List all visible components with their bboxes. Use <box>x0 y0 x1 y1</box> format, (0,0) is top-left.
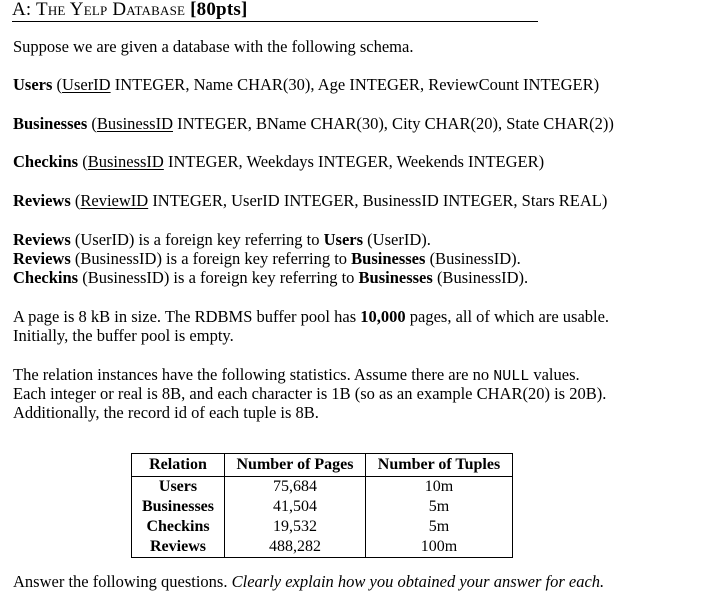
closing-instruction: Answer the following questions. Clearly explain how you obtained your answer for each. <box>13 572 605 591</box>
schema-users: Users (UserID INTEGER, Name CHAR(30), Age INTEGER, ReviewCount INTEGER) <box>13 75 600 94</box>
cell-tuples: 5m <box>366 497 513 517</box>
buffer-text-1: A page is 8 kB in size. The RDBMS buffer pool has 10,000 pages, all of which are usable. <box>13 307 610 326</box>
section-points: [80pts] <box>190 0 248 20</box>
table-row <box>132 497 513 517</box>
section-title: The Yelp Database <box>36 0 186 20</box>
schema-businesses: Businesses (BusinessID INTEGER, BName CHAR(30), City CHAR(20), State CHAR(2)) <box>13 114 614 133</box>
cell-relation: Businesses <box>132 497 225 517</box>
cell-pages: 19,532 <box>225 517 366 537</box>
section-prefix: A: <box>12 0 37 20</box>
cell-pages: 75,684 <box>225 477 366 498</box>
intro-text: Suppose we are given a database with the following schema. <box>13 37 414 56</box>
stats-text-1: The relation instances have the following statistics. Assume there are no NULL values. <box>13 365 580 385</box>
foreign-key-1: Reviews (UserID) is a foreign key referring to Users (UserID). <box>13 230 431 249</box>
cell-pages: 41,504 <box>225 497 366 517</box>
foreign-key-3: Checkins (BusinessID) is a foreign key referring to Businesses (BusinessID). <box>13 268 529 287</box>
cell-relation: Users <box>132 477 225 498</box>
stats-text-3: Additionally, the record id of each tuple is 8B. <box>13 403 319 422</box>
schema-reviews: Reviews (ReviewID INTEGER, UserID INTEGER, BusinessID INTEGER, Stars REAL) <box>13 191 608 210</box>
buffer-text-2: Initially, the buffer pool is empty. <box>13 326 234 345</box>
table-row <box>132 537 513 558</box>
table-row <box>132 517 513 537</box>
cell-relation: Reviews <box>132 537 225 558</box>
cell-tuples: 10m <box>366 477 513 498</box>
table-row <box>132 477 513 498</box>
section-heading <box>12 0 538 22</box>
header-pages: Number of Pages <box>225 454 366 477</box>
statistics-table <box>131 453 513 558</box>
header-tuples: Number of Tuples <box>366 454 513 477</box>
cell-tuples: 100m <box>366 537 513 558</box>
schema-checkins: Checkins (BusinessID INTEGER, Weekdays INTEGER, Weekends INTEGER) <box>13 152 545 171</box>
cell-pages: 488,282 <box>225 537 366 558</box>
table-header-row <box>132 454 513 477</box>
cell-relation: Checkins <box>132 517 225 537</box>
stats-text-2: Each integer or real is 8B, and each character is 1B (so as an example CHAR(20) is 20B). <box>13 384 607 403</box>
header-relation: Relation <box>132 454 225 477</box>
foreign-key-2: Reviews (BusinessID) is a foreign key referring to Businesses (BusinessID). <box>13 249 521 268</box>
cell-tuples: 5m <box>366 517 513 537</box>
